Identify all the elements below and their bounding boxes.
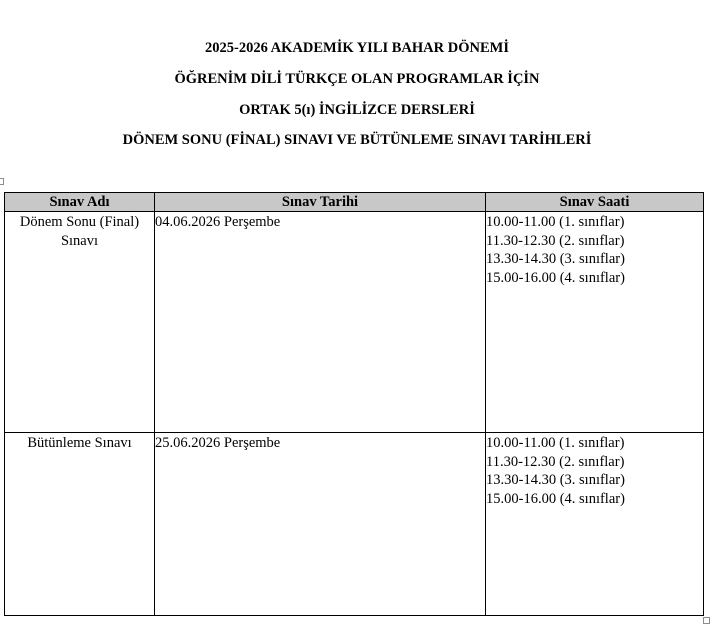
table-row-final-exam — [5, 212, 704, 433]
time-slot: 15.00-16.00 (4. sınıflar) — [486, 269, 625, 286]
column-header-exam-date: Sınav Tarihi — [155, 193, 486, 212]
exam-time-cell — [486, 212, 704, 433]
table-header-row — [5, 193, 704, 212]
exam-date-cell: 04.06.2026 Perşembe — [155, 212, 486, 433]
table-resize-handle[interactable] — [703, 617, 710, 624]
exam-date-cell: 25.06.2026 Perşembe — [155, 433, 486, 616]
time-slot: 11.30-12.30 (2. sınıflar) — [486, 232, 625, 249]
exam-schedule-table — [4, 192, 704, 616]
document-title-line-1: 2025-2026 AKADEMİK YILI BAHAR DÖNEMİ — [205, 40, 509, 56]
column-header-exam-time: Sınav Saati — [486, 193, 704, 212]
table-row-makeup-exam — [5, 433, 704, 616]
exam-name-cell: Bütünleme Sınavı — [5, 433, 155, 616]
time-slot: 11.30-12.30 (2. sınıflar) — [486, 453, 625, 470]
column-header-exam-name: Sınav Adı — [5, 193, 155, 212]
time-slot: 10.00-11.00 (1. sınıflar) — [486, 435, 625, 451]
time-slot: 13.30-14.30 (3. sınıflar) — [486, 251, 625, 267]
table-move-handle[interactable] — [0, 178, 4, 185]
time-slot: 15.00-16.00 (4. sınıflar) — [486, 490, 625, 507]
exam-name-cell: Dönem Sonu (Final) Sınavı — [5, 212, 155, 433]
time-slot: 13.30-14.30 (3. sınıflar) — [486, 472, 625, 488]
document-title-line-2: ÖĞRENİM DİLİ TÜRKÇE OLAN PROGRAMLAR İÇİN — [174, 71, 540, 87]
exam-time-cell — [486, 433, 704, 616]
time-slot: 10.00-11.00 (1. sınıflar) — [486, 214, 625, 230]
document-title-line-4: DÖNEM SONU (FİNAL) SINAVI VE BÜTÜNLEME SINAVI TARİHLERİ — [122, 132, 592, 148]
document-title-line-3: ORTAK 5(ı) İNGİLİZCE DERSLERİ — [239, 102, 475, 118]
